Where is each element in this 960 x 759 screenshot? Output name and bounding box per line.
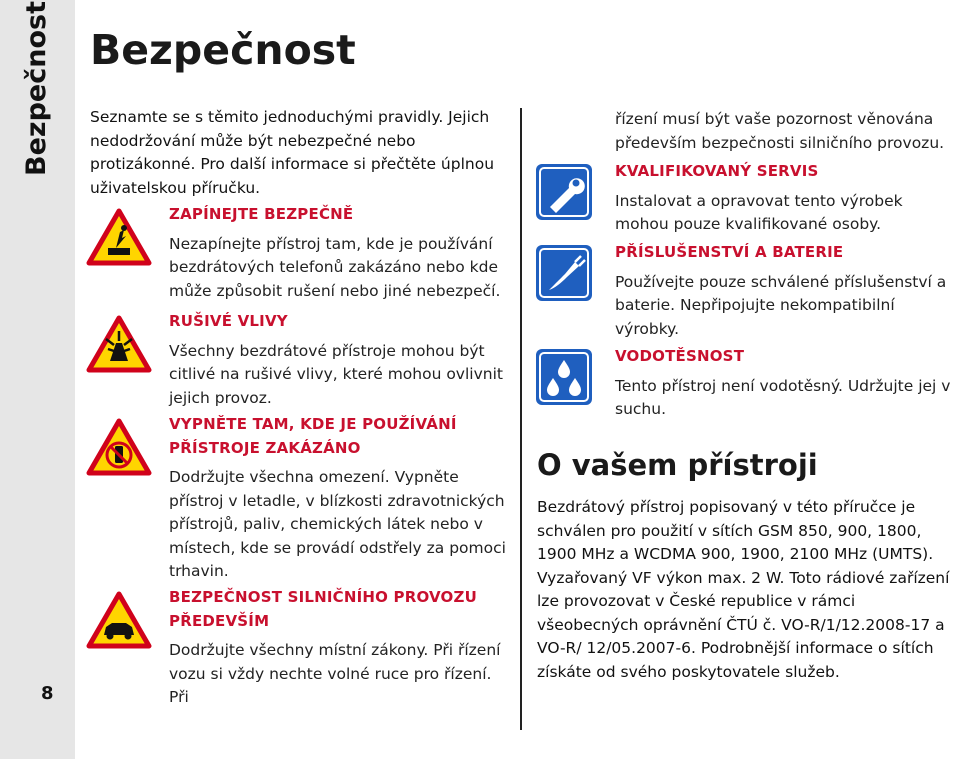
section-road-safety <box>169 586 514 710</box>
section-heading: VODOTĚSNOST <box>615 347 745 365</box>
section-body: Všechny bezdrátové přístroje mohou být citlivé na rušivé vlivy, které mohou ovlivnit jejich provoz. <box>169 341 503 407</box>
road-safety-warning-icon <box>86 591 152 649</box>
section-body: Instalovat a opravovat tento výrobek mohou pouze kvalifikované osoby. <box>615 191 903 233</box>
road-safety-continuation <box>615 108 960 155</box>
section-body: Tento přístroj není vodotěsný. Udržujte jej v suchu. <box>615 376 951 418</box>
switch-on-safely-warning-icon <box>86 208 152 266</box>
section-body: Nezapínejte přístroj tam, kde je používání bezdrátových telefonů zakázáno nebo kde může způsobit rušení nebo jiné nebezpečí. <box>169 234 501 300</box>
intro-paragraph <box>90 106 510 200</box>
section-heading: BEZPEČNOST SILNIČNÍHO PROVOZU PŘEDEVŠÍM <box>169 588 477 630</box>
section-interference <box>169 310 514 410</box>
section-heading: ZAPÍNEJTE BEZPEČNĚ <box>169 205 354 223</box>
page-number: 8 <box>41 683 54 704</box>
section-heading: PŘÍSLUŠENSTVÍ A BATERIE <box>615 243 844 261</box>
intro-text: Seznamte se s těmito jednoduchými pravidly. Jejich nedodržování může být nebezpečné nebo protizákonné. Pro další informace si přečtěte úplnou uživatelskou příručku. <box>90 108 495 197</box>
sidebar-title: Bezpečnost <box>21 1 52 176</box>
section-body: Dodržujte všechny místní zákony. Při řízení vozu si vždy nechte volné ruce pro řízení. Při <box>169 641 501 706</box>
section-qualified-service <box>615 160 960 237</box>
section-accessories-batteries <box>615 241 960 341</box>
switch-off-restricted-areas-icon <box>86 418 152 476</box>
about-device-text: Bezdrátový přístroj popisovaný v této příručce je schválen pro použití v sítích GSM 850, 900, 1800, 1900 MHz a WCDMA 900, 1900, 2100 MHz (UMTS). Vyzařovaný VF výkon max. 2 W. Toto rádiové zařízení lze provozovat v České republice v rámci všeobecných oprávnění ČTÚ č. VO-R/1/12.2008-17 a VO-R/ 12/05.2007-6. Podrobnější informace o sítích získáte od svého poskytovatele služeb. <box>537 498 950 681</box>
section-switch-off <box>169 413 514 584</box>
section-heading: RUŠIVÉ VLIVY <box>169 312 288 330</box>
page-title: Bezpečnost <box>90 26 356 74</box>
accessories-battery-icon <box>535 244 593 302</box>
about-device-body <box>537 496 960 684</box>
section-heading: VYPNĚTE TAM, KDE JE POUŽÍVÁNÍ PŘÍSTROJE ZAKÁZÁNO <box>169 415 457 457</box>
section-body: Používejte pouze schválené příslušenství a baterie. Nepřipojujte nekompatibilní výrobky. <box>615 272 947 338</box>
interference-warning-icon <box>86 315 152 373</box>
wrench-service-icon <box>535 163 593 221</box>
water-drops-icon <box>535 348 593 406</box>
column-divider <box>520 108 522 730</box>
section-heading: KVALIFIKOVANÝ SERVIS <box>615 162 819 180</box>
section-switch-on-safely <box>169 203 514 303</box>
section-body: Dodržujte všechna omezení. Vypněte přístroj v letadle, v blízkosti zdravotnických přístrojů, paliv, chemických látek nebo v místech, kde se provádí odstřely za pomoci trhavin. <box>169 468 506 580</box>
about-device-title: O vašem přístroji <box>537 448 818 482</box>
section-water-resistance <box>615 345 960 422</box>
continuation-text: řízení musí být vaše pozornost věnována především bezpečnosti silničního provozu. <box>615 110 945 152</box>
